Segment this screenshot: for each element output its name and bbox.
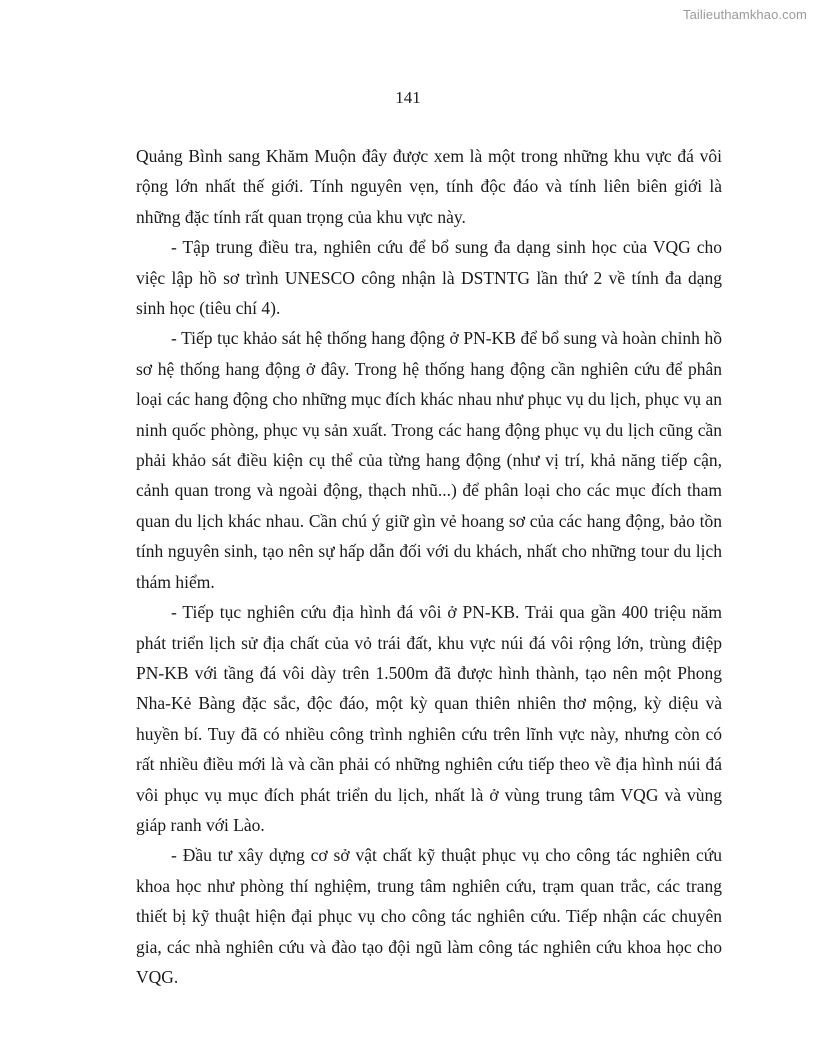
paragraph-caves: - Tiếp tục khảo sát hệ thống hang động ở PN-KB để bổ sung và hoàn chỉnh hồ sơ hệ thống hang động ở đây. Trong hệ thống hang động cần nghiên cứu để phân loại các hang động cho những mục đích khác nhau như phục vụ du lịch, phục vụ an ninh quốc phòng, phục vụ sản xuất. Trong các hang động phục vụ du lịch cũng cần phải khảo sát điều kiện cụ thể của từng hang động (như vị trí, khả năng tiếp cận, cảnh quan trong và ngoài động, thạch nhũ...) để phân loại cho các mục đích tham quan du lịch khác nhau. Cần chú ý giữ gìn vẻ hoang sơ của các hang động, bảo tồn tính nguyên sinh, tạo nên sự hấp dẫn đối với du khách, nhất cho những tour du lịch thám hiểm. [136, 328, 722, 592]
paragraph-biodiversity: - Tập trung điều tra, nghiên cứu để bổ sung đa dạng sinh học của VQG cho việc lập hồ sơ trình UNESCO công nhận là DSTNTG lần thứ 2 về tính đa dạng sinh học (tiêu chí 4). [136, 237, 722, 319]
watermark: Tailieuthamkhao.com [682, 7, 807, 22]
paragraph-investment: - Đầu tư xây dựng cơ sở vật chất kỹ thuật phục vụ cho công tác nghiên cứu khoa học như phòng thí nghiệm, trung tâm nghiên cứu, trạm quan trắc, các trang thiết bị kỹ thuật hiện đại phục vụ cho công tác nghiên cứu. Tiếp nhận các chuyên gia, các nhà nghiên cứu và đào tạo đội ngũ làm công tác nghiên cứu khoa học cho VQG. [136, 845, 722, 987]
page-number: 141 [395, 88, 421, 107]
paragraph-limestone: - Tiếp tục nghiên cứu địa hình đá vôi ở PN-KB. Trải qua gần 400 triệu năm phát triển lịch sử địa chất của vỏ trái đất, khu vực núi đá vôi rộng lớn, trùng điệp PN-KB với tầng đá vôi dày trên 1.500m đã được hình thành, tạo nên một Phong Nha-Kẻ Bàng đặc sắc, độc đáo, một kỳ quan thiên nhiên thơ mộng, kỳ diệu và huyền bí. Tuy đã có nhiều công trình nghiên cứu trên lĩnh vực này, nhưng còn có rất nhiều điều mới là và cần phải có những nghiên cứu tiếp theo về địa hình núi đá vôi phục vụ mục đích phát triển du lịch, nhất là ở vùng trung tâm VQG và vùng giáp ranh với Lào. [136, 602, 722, 835]
paragraph-intro: Quảng Bình sang Khăm Muộn đây được xem là một trong những khu vực đá vôi rộng lớn nhất thế giới. Tính nguyên vẹn, tính độc đáo và tính liên biên giới là những đặc tính rất quan trọng của khu vực này. [136, 146, 722, 227]
document-body [136, 141, 722, 992]
